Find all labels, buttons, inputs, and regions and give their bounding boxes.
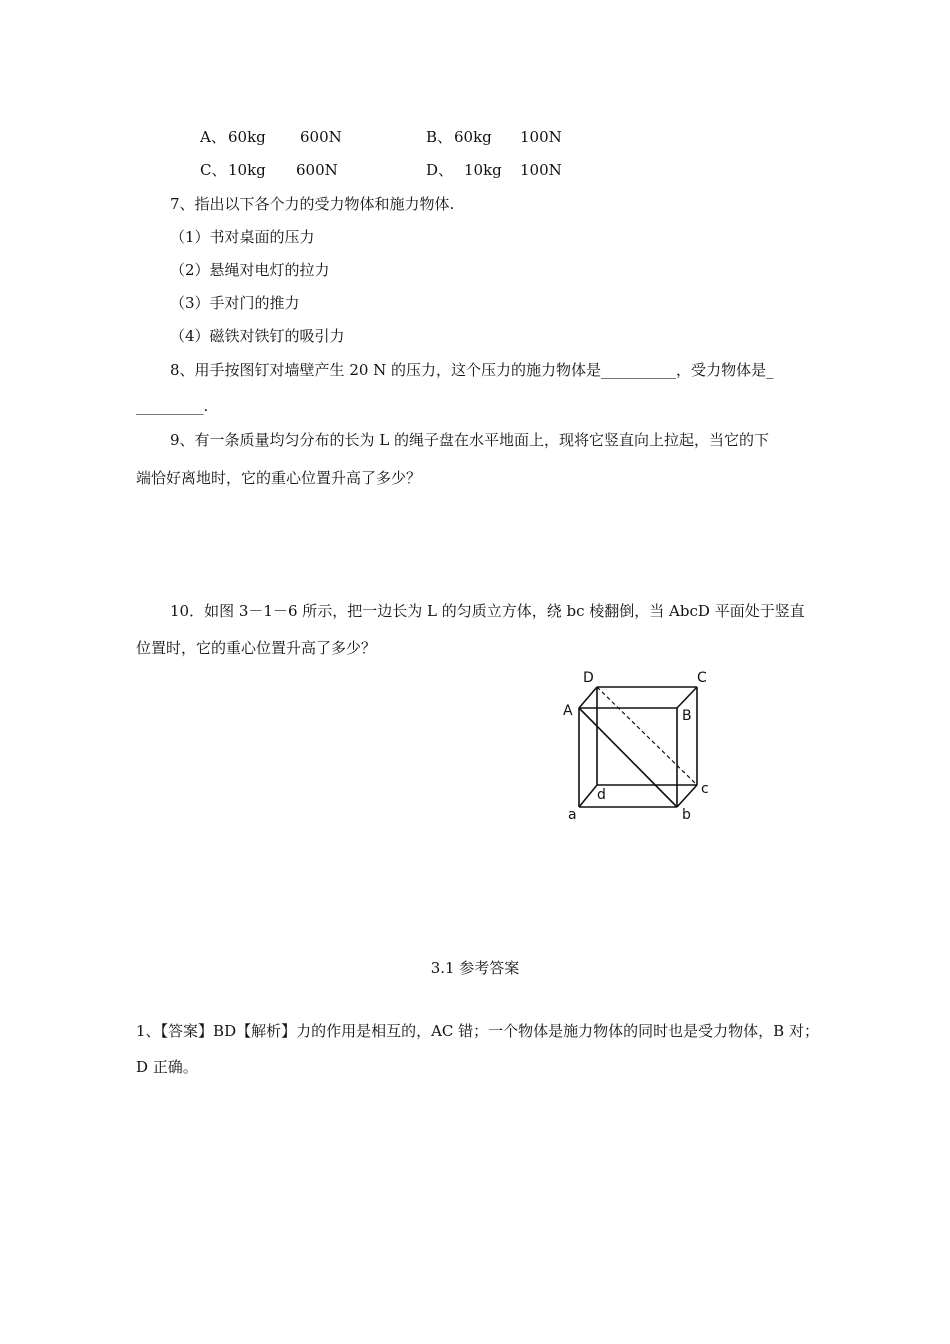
q7-item-1: （1）书对桌面的压力 <box>170 228 315 246</box>
answer-1-line-2: D 正确。 <box>136 1058 198 1076</box>
vertex-label-b: b <box>682 807 691 823</box>
option-b-letter: B、 <box>426 128 453 146</box>
q7-item-3: （3）手对门的推力 <box>170 294 300 312</box>
option-d-mass: 10kg <box>464 161 502 179</box>
edge-b-c <box>677 785 697 807</box>
q9-line-1: 9、有一条质量均匀分布的长为 L 的绳子盘在水平地面上，现将它竖直向上拉起，当它的下 <box>170 431 770 449</box>
q10-line-2: 位置时，它的重心位置升高了多少？ <box>136 639 377 657</box>
vertex-label-D: D <box>583 670 594 686</box>
edge-a-d <box>579 785 597 807</box>
q10-line-1: 10．如图 3－1－6 所示，把一边长为 L 的匀质立方体，绕 bc 棱翻倒，当 AbcD 平面处于竖直 <box>170 602 805 620</box>
option-d-letter: D、 <box>426 161 454 179</box>
option-c-letter: C、 <box>200 161 227 179</box>
option-a-mass: 60kg <box>228 128 266 146</box>
option-a-force: 600N <box>300 128 342 146</box>
answer-1-line-1: 1、【答案】BD【解析】力的作用是相互的，AC 错；一个物体是施力物体的同时也是受力物体，B 对； <box>136 1022 819 1040</box>
vertex-label-d: d <box>597 787 606 803</box>
vertex-label-B: B <box>682 708 692 724</box>
edge-A-D <box>579 687 597 708</box>
q9-line-2: 端恰好离地时，它的重心位置升高了多少？ <box>136 469 422 487</box>
option-b-mass: 60kg <box>454 128 492 146</box>
vertex-label-a: a <box>568 807 577 823</box>
q7-item-2: （2）悬绳对电灯的拉力 <box>170 261 330 279</box>
q8-line-2: _________. <box>136 397 209 415</box>
option-a-letter: A、 <box>200 128 226 146</box>
q8-line-1: 8、用手按图钉对墙壁产生 20 N 的压力，这个压力的施力物体是__________，受力物体是_ <box>170 361 774 379</box>
edge-B-C <box>677 687 697 708</box>
diagonal-A-b <box>579 708 677 807</box>
answers-heading: 3.1 参考答案 <box>430 959 520 977</box>
option-d-force: 100N <box>520 161 562 179</box>
cube-figure <box>555 665 735 830</box>
option-c-force: 600N <box>296 161 338 179</box>
option-c-mass: 10kg <box>228 161 266 179</box>
vertex-label-A: A <box>563 703 573 719</box>
vertex-label-C: C <box>697 670 707 686</box>
vertex-label-c: c <box>701 781 709 797</box>
cube-diagram <box>555 665 735 830</box>
q7-item-4: （4）磁铁对铁钉的吸引力 <box>170 327 345 345</box>
option-b-force: 100N <box>520 128 562 146</box>
q7-stem: 7、指出以下各个力的受力物体和施力物体. <box>170 195 455 213</box>
